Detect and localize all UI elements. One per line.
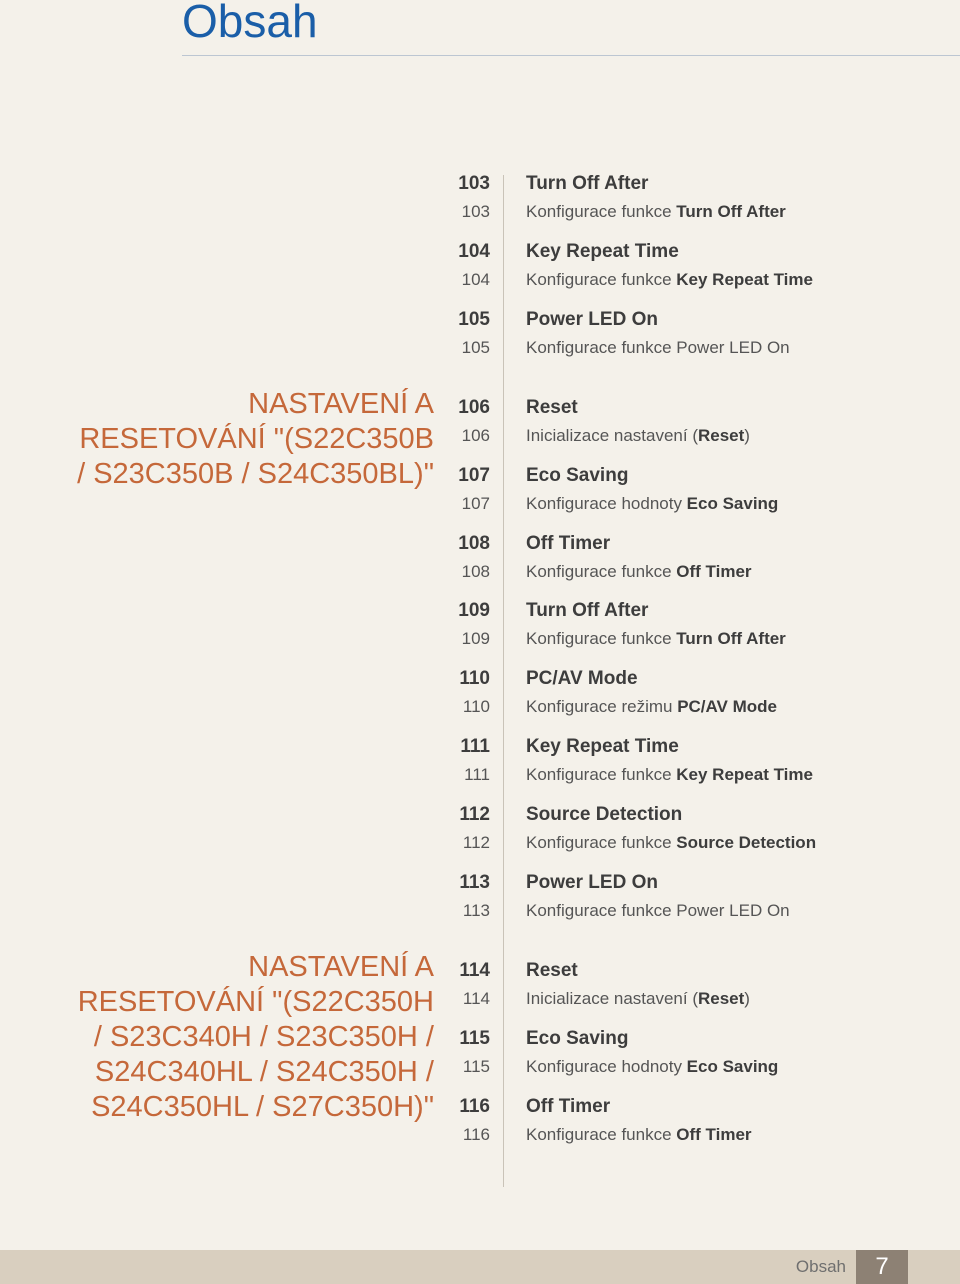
toc-entry[interactable] xyxy=(0,1095,960,1119)
toc-entry-page: 105 xyxy=(458,309,490,330)
toc-entry-page: 104 xyxy=(458,241,490,262)
toc-subentry-page: 106 xyxy=(461,426,490,445)
toc-subentry-text: Konfigurace hodnoty Eco Saving xyxy=(526,1057,779,1076)
toc-entry[interactable] xyxy=(0,599,960,623)
toc-subentry-text: Konfigurace funkce Turn Off After xyxy=(526,202,786,221)
toc-entry-page: 116 xyxy=(459,1096,490,1117)
toc-entry-title: PC/AV Mode xyxy=(526,668,638,689)
toc-subentry-text: Konfigurace funkce Power LED On xyxy=(526,901,790,920)
section-heading-line: RESETOVÁNÍ "(S22C350H xyxy=(77,986,434,1018)
toc-entry[interactable] xyxy=(0,532,960,556)
toc-subentry-page: 116 xyxy=(462,1125,490,1144)
toc-entry-page: 112 xyxy=(459,804,490,825)
toc-entry-page: 115 xyxy=(459,1028,490,1049)
toc-subentry-text: Konfigurace funkce Key Repeat Time xyxy=(526,765,813,784)
toc-entry-page: 107 xyxy=(458,465,490,486)
toc-subentry-page: 105 xyxy=(461,338,490,357)
toc-entry-title: Reset xyxy=(526,960,578,981)
toc-subentry[interactable] xyxy=(0,695,960,719)
footer-label: Obsah xyxy=(795,1257,846,1276)
toc-entry-page: 109 xyxy=(458,600,490,621)
toc-subentry[interactable] xyxy=(0,424,960,448)
toc-entry-title: Power LED On xyxy=(526,309,658,330)
toc-subentry[interactable] xyxy=(0,268,960,292)
toc-subentry[interactable] xyxy=(0,831,960,855)
title-divider xyxy=(182,55,960,56)
section-heading-line: NASTAVENÍ A xyxy=(248,951,434,983)
section-heading-line: S24C340HL / S24C350H / xyxy=(94,1056,434,1088)
toc-subentry-text: Konfigurace hodnoty Eco Saving xyxy=(526,494,779,513)
toc-subentry[interactable] xyxy=(0,492,960,516)
toc-entry[interactable] xyxy=(0,735,960,759)
toc-subentry-page: 115 xyxy=(462,1057,490,1076)
toc-entry-page: 110 xyxy=(459,668,490,689)
toc-subentry-text: Konfigurace funkce Power LED On xyxy=(526,338,790,357)
toc-entry[interactable] xyxy=(0,464,960,488)
toc-subentry-page: 104 xyxy=(461,270,490,289)
toc-subentry-page: 112 xyxy=(462,833,490,852)
toc-subentry-page: 113 xyxy=(462,901,490,920)
toc-entry-title: Key Repeat Time xyxy=(526,736,679,757)
toc-subentry[interactable] xyxy=(0,1123,960,1147)
toc-subentry[interactable] xyxy=(0,899,960,923)
toc-entry[interactable] xyxy=(0,1027,960,1051)
toc-entry[interactable] xyxy=(0,667,960,691)
toc-entry-page: 114 xyxy=(459,960,490,981)
page-title: Obsah xyxy=(182,0,318,47)
toc-subentry-text: Inicializace nastavení (Reset) xyxy=(526,426,750,445)
toc-subentry[interactable] xyxy=(0,336,960,360)
section-heading-line: S24C350HL / S27C350H)" xyxy=(91,1091,434,1123)
toc-entry-title: Reset xyxy=(526,397,578,418)
toc-entry-title: Key Repeat Time xyxy=(526,241,679,262)
toc-entry-title: Turn Off After xyxy=(526,173,649,194)
toc-entry-title: Power LED On xyxy=(526,872,658,893)
toc-subentry-page: 109 xyxy=(461,629,490,648)
toc-subentry-text: Konfigurace funkce Turn Off After xyxy=(526,629,786,648)
toc-subentry[interactable] xyxy=(0,627,960,651)
toc-entry-title: Eco Saving xyxy=(526,1028,629,1049)
toc-entry-page: 113 xyxy=(459,872,490,893)
toc-subentry-page: 103 xyxy=(461,202,490,221)
toc-entry[interactable] xyxy=(0,240,960,264)
toc-entry-title: Turn Off After xyxy=(526,600,649,621)
toc-subentry[interactable] xyxy=(0,200,960,224)
toc-subentry-page: 110 xyxy=(462,697,490,716)
toc-subentry[interactable] xyxy=(0,560,960,584)
toc-subentry[interactable] xyxy=(0,763,960,787)
toc-entry-title: Eco Saving xyxy=(526,465,629,486)
toc-subentry-text: Konfigurace funkce Off Timer xyxy=(526,1125,752,1144)
toc-subentry[interactable] xyxy=(0,987,960,1011)
toc-entry-title: Source Detection xyxy=(526,804,683,825)
section-heading-line: NASTAVENÍ A xyxy=(248,388,434,420)
page-number: 7 xyxy=(856,1250,908,1284)
toc-subentry-text: Konfigurace režimu PC/AV Mode xyxy=(526,697,777,716)
toc-entry[interactable] xyxy=(0,871,960,895)
toc-entry[interactable] xyxy=(0,308,960,332)
toc-subentry[interactable] xyxy=(0,1055,960,1079)
section-heading-line: RESETOVÁNÍ "(S22C350B xyxy=(79,423,434,455)
toc-entry[interactable] xyxy=(0,172,960,196)
toc-entry-page: 108 xyxy=(458,533,490,554)
toc-subentry-page: 108 xyxy=(461,562,490,581)
toc-subentry-text: Inicializace nastavení (Reset) xyxy=(526,989,750,1008)
toc-entry-title: Off Timer xyxy=(526,533,611,554)
toc-entry[interactable] xyxy=(0,396,960,420)
toc-entry-page: 106 xyxy=(458,397,490,418)
toc-subentry-text: Konfigurace funkce Off Timer xyxy=(526,562,752,581)
toc-subentry-text: Konfigurace funkce Source Detection xyxy=(526,833,817,852)
section-heading-line: / S23C350B / S24C350BL)" xyxy=(77,458,434,490)
toc-subentry-text: Konfigurace funkce Key Repeat Time xyxy=(526,270,813,289)
toc-subentry-page: 107 xyxy=(461,494,490,513)
toc-subentry-page: 114 xyxy=(462,989,490,1008)
toc-entry-title: Off Timer xyxy=(526,1096,611,1117)
toc-entry-page: 111 xyxy=(460,736,490,757)
toc-subentry-page: 111 xyxy=(464,765,490,784)
toc-entry[interactable] xyxy=(0,803,960,827)
section-heading-line: / S23C340H / S23C350H / xyxy=(93,1021,434,1053)
toc-entry[interactable] xyxy=(0,959,960,983)
toc-entry-page: 103 xyxy=(458,173,490,194)
